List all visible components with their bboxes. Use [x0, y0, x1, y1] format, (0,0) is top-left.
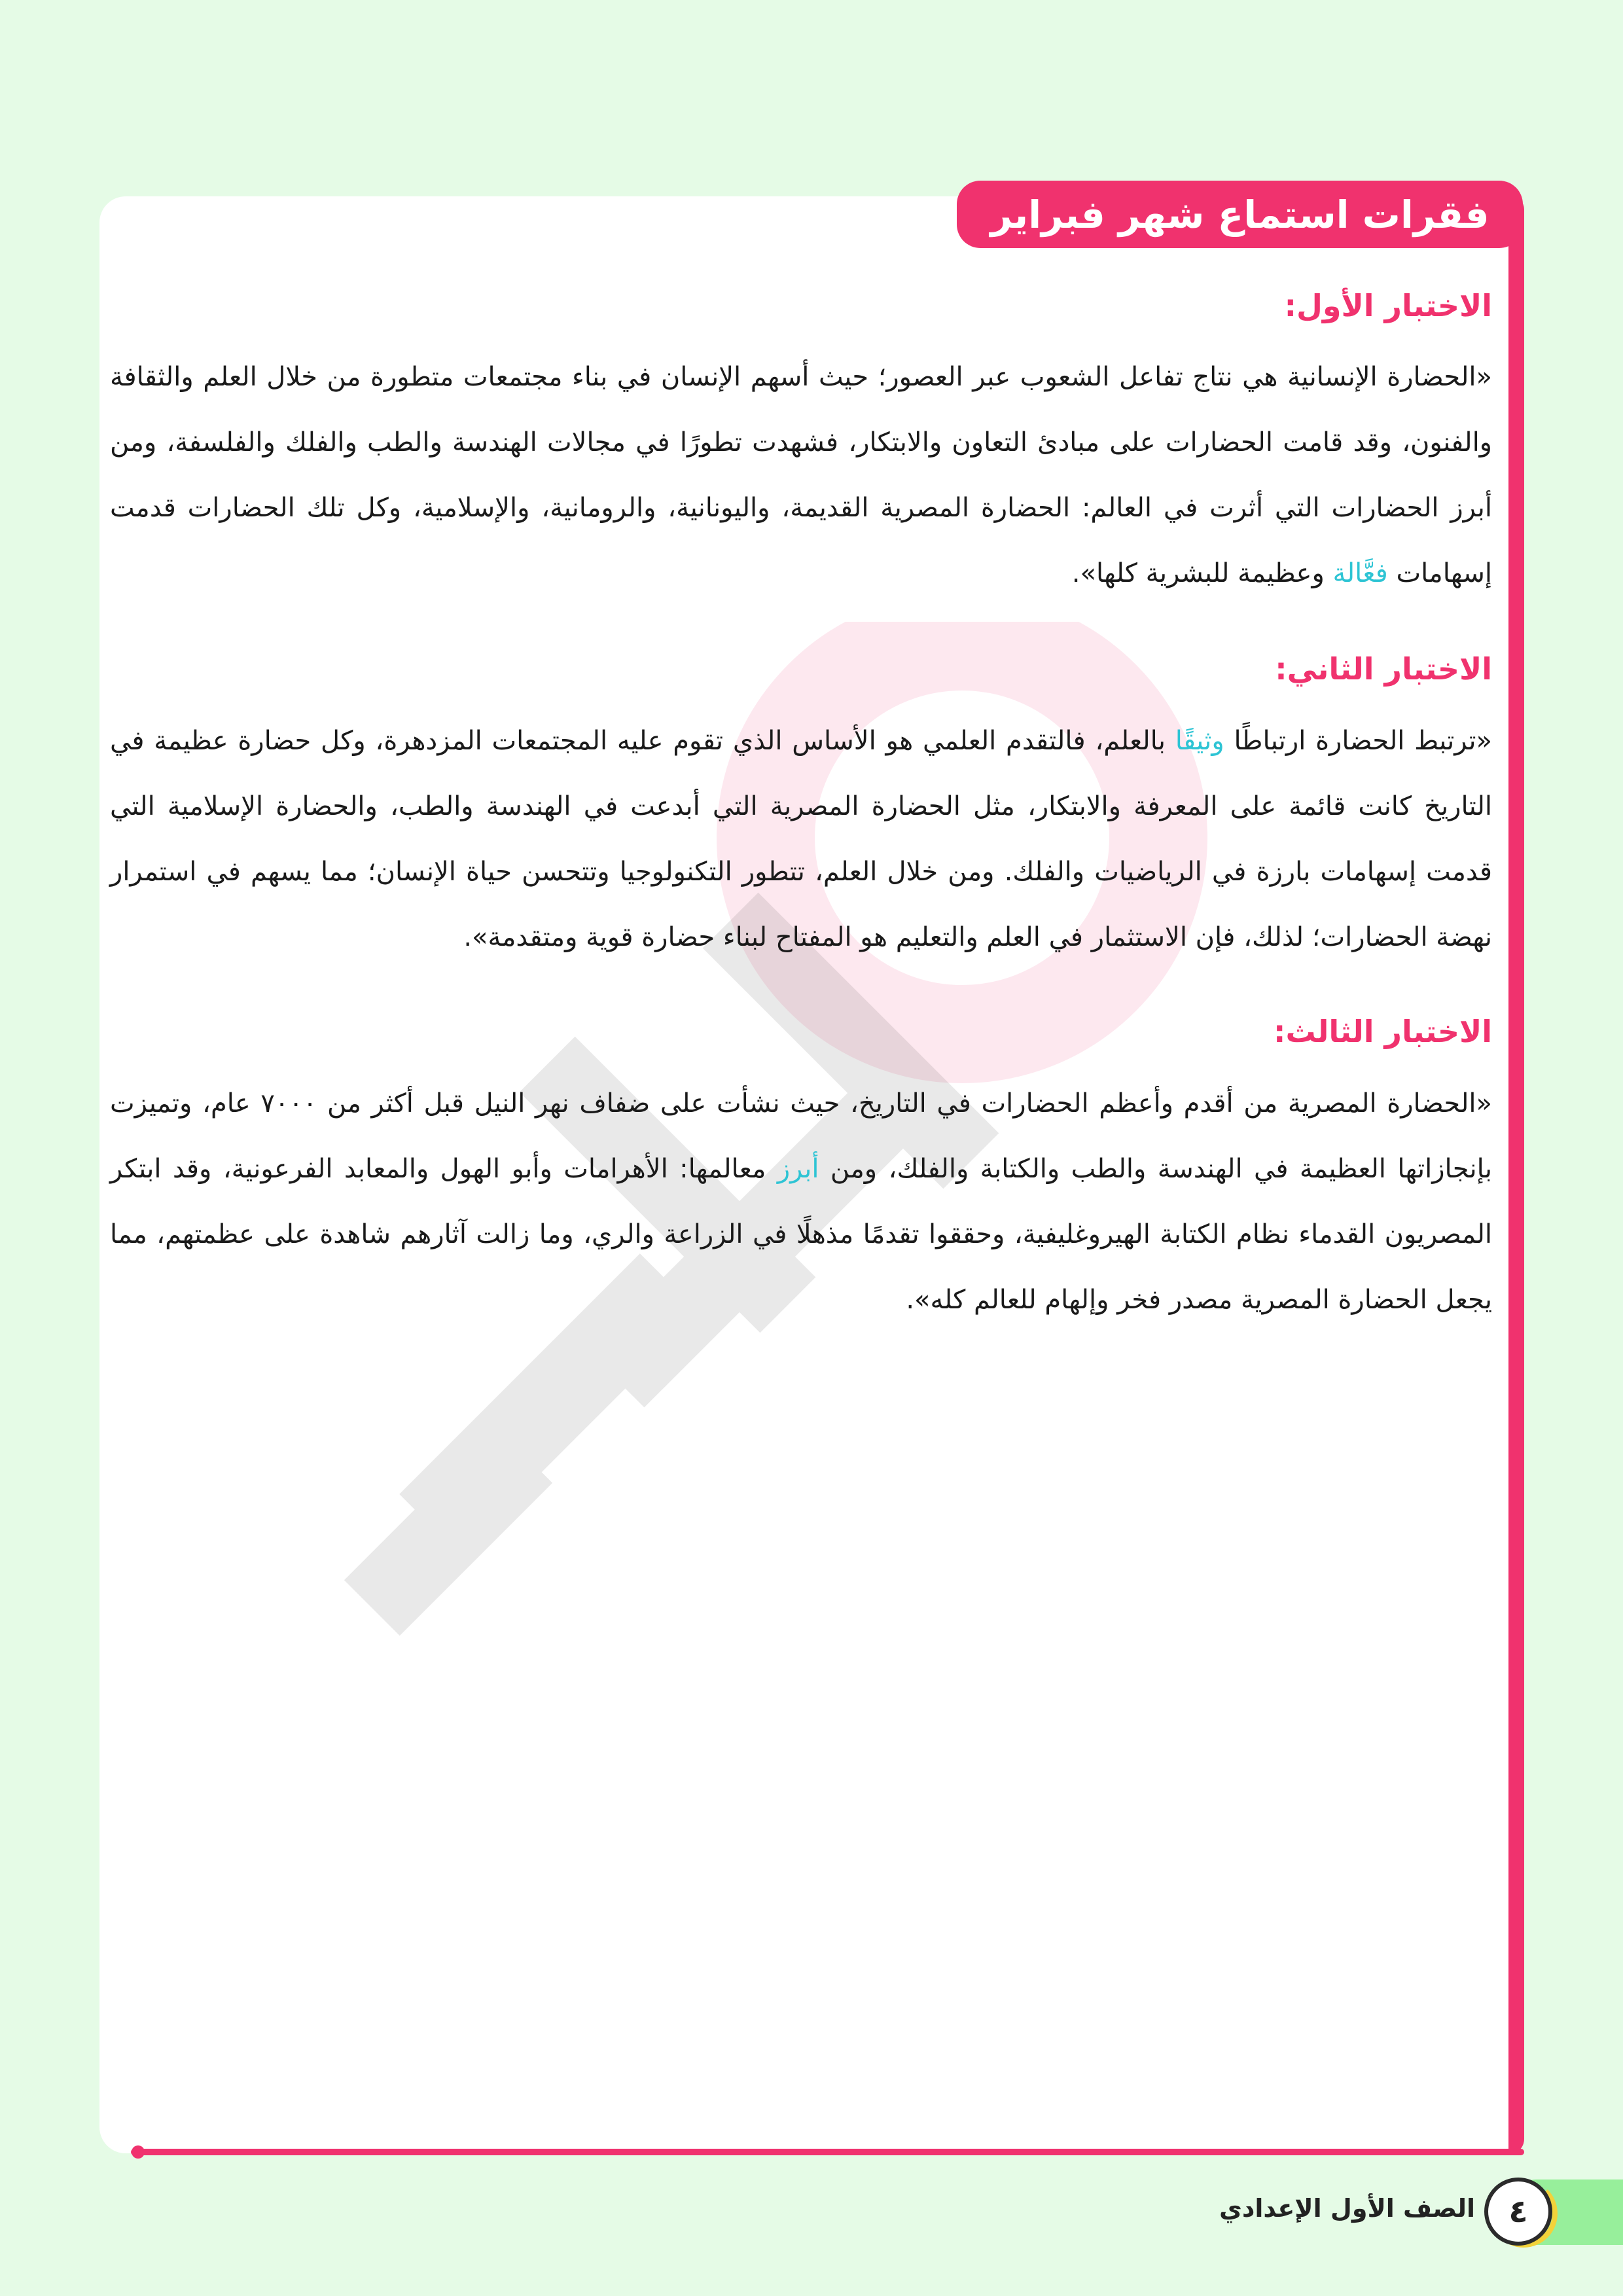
section-3-paragraph [110, 1071, 1492, 1333]
section-2-highlight: وثيقًا [1175, 726, 1224, 756]
section-2-heading: الاختبار الثاني: [1275, 651, 1492, 687]
section-3-highlight: أبرز [777, 1154, 819, 1184]
section-1-paragraph [110, 344, 1492, 606]
section-2-text-end: بالعلم، فالتقدم العلمي هو الأساس الذي تقوم عليه المجتمعات المزدهرة، وكل حضارة عظيمة في التاريخ كانت قائمة على المعرفة والابتكار، مثل الحضارة المصرية التي أبدعت في الهندسة والطب، والحضارة الإسلامية التي قدمت إسهامات بارزة في الرياضيات والفلك. ومن خلال العلم، تتطور التكنولوجيا وتتحسن حياة الإنسان؛ مما يسهم في استمرار نهضة الحضارات؛ لذلك، فإن الاستثمار في العلم والتعليم هو المفتاح لبناء حضارة قوية ومتقدمة». [110, 726, 1492, 952]
section-3-heading: الاختبار الثالث: [1274, 1014, 1492, 1049]
page-number: ٤ [1484, 2178, 1552, 2246]
card-right-border [1508, 196, 1524, 2155]
section-2-text-start: «ترتبط الحضارة ارتباطًا [1224, 726, 1492, 756]
border-end-dot [132, 2145, 145, 2159]
section-1-text-start: «الحضارة الإنسانية هي نتاج تفاعل الشعوب عبر العصور؛ حيث أسهم الإنسان في بناء مجتمعات متطورة من خلال العلم والثقافة والفنون، وقد قامت الحضارات على مبادئ التعاون والابتكار، فشهدت تطورًا في مجالات الهندسة والطب والفلك والفلسفة، ومن أبرز الحضارات التي أثرت في العالم: الحضارة المصرية القديمة، واليونانية، والرومانية، والإسلامية، وكل تلك الحضارات قدمت إسهامات [110, 362, 1492, 588]
page-title: فقرات استماع شهر فبراير [990, 192, 1489, 237]
section-1-heading: الاختبار الأول: [1284, 288, 1492, 323]
grade-label: الصف الأول الإعدادي [1219, 2194, 1475, 2223]
section-1-highlight: فعَّالة [1332, 558, 1388, 588]
page-title-bar [957, 181, 1523, 248]
card-bottom-border [131, 2149, 1524, 2155]
section-3-text-start: «الحضارة المصرية من أقدم وأعظم الحضارات في التاريخ، حيث نشأت على ضفاف نهر النيل قبل أكثر من ٧٠٠٠ عام، وتميزت بإنجازاتها العظيمة في الهندسة والطب والكتابة والفلك، ومن [110, 1088, 1493, 1184]
section-1-text-end: وعظيمة للبشرية كلها». [1071, 558, 1333, 588]
section-3-text-end: معالمها: الأهرامات وأبو الهول والمعابد الفرعونية، وقد ابتكر المصريون القدماء نظام الكتابة الهيروغليفية، وحققوا تقدمًا مذهلًا في الزراعة والري، وما زالت آثارهم شاهدة على عظمتهم، مما يجعل الحضارة المصرية مصدر فخر وإلهام للعالم كله». [110, 1154, 1492, 1315]
section-2-paragraph [110, 708, 1492, 970]
